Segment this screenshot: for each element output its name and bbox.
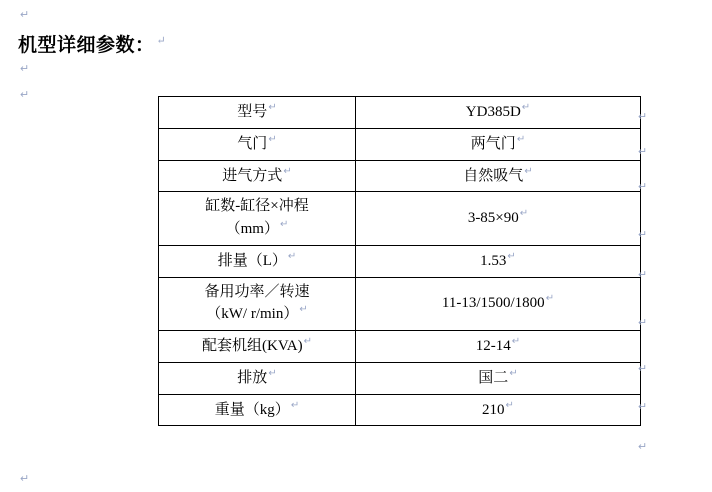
label-text-line2: [161, 303, 353, 326]
paragraph-mark: ↵: [516, 133, 526, 145]
paragraph-mark-margin-1: ↵: [20, 9, 30, 21]
page-title-text: 机型详细参数：: [18, 35, 155, 56]
paragraph-mark: ↵: [279, 219, 289, 230]
paragraph-mark-margin-4: ↵: [20, 473, 30, 485]
row-value-model: [356, 97, 641, 129]
paragraph-mark: ↵: [519, 208, 529, 220]
value-text: 210: [482, 401, 505, 418]
row-label-bore-stroke: [159, 192, 356, 246]
label-text: 备用功率／转速: [204, 283, 310, 300]
label-text: 重量（kg）: [214, 401, 290, 418]
paragraph-mark: ↵: [299, 304, 308, 316]
table-row: [159, 362, 641, 394]
row-value-valves: [356, 128, 641, 160]
paragraph-mark: ↵: [287, 250, 297, 262]
paragraph-mark-right-8: ↵: [638, 401, 648, 413]
label-text: 配套机组(KVA): [202, 338, 303, 354]
row-label-standby-power: [159, 277, 356, 331]
table-row: [159, 192, 641, 246]
row-label-model: [159, 97, 356, 129]
paragraph-mark: ↵: [524, 165, 533, 177]
paragraph-mark: ↵: [521, 102, 531, 113]
row-value-standby-power: [356, 277, 641, 331]
paragraph-mark: ↵: [511, 336, 521, 347]
paragraph-mark: ↵: [290, 399, 300, 411]
paragraph-mark-title: ↵: [156, 34, 167, 47]
row-value-emission: [356, 362, 641, 394]
row-value-intake: [356, 160, 641, 192]
paragraph-mark-right-5: ↵: [638, 269, 648, 281]
label-text: 气门: [237, 135, 268, 152]
page-title: [18, 30, 166, 57]
paragraph-mark: ↵: [268, 102, 277, 113]
value-text: YD385D: [465, 104, 521, 120]
table-row: [159, 245, 641, 277]
paragraph-mark: ↵: [505, 399, 514, 411]
paragraph-mark: ↵: [303, 336, 312, 347]
row-value-displacement: [356, 245, 641, 277]
label-text-line2-value: （mm）: [225, 221, 279, 237]
table-row: [159, 160, 641, 192]
row-label-weight: [159, 394, 356, 426]
row-label-emission: [159, 362, 356, 394]
table-row: [159, 277, 641, 331]
paragraph-mark-margin-3: ↵: [20, 89, 30, 101]
label-text: 排放: [237, 369, 268, 386]
value-text: 12-14: [475, 338, 511, 354]
paragraph-mark-right-4: ↵: [638, 229, 648, 241]
specification-table: [158, 96, 641, 426]
row-label-displacement: [159, 245, 356, 277]
label-text: 型号: [237, 104, 268, 120]
label-text-line2-value: （kW/ r/min）: [206, 306, 299, 323]
value-text: 两气门: [470, 135, 516, 152]
label-text: 进气方式: [222, 167, 283, 184]
paragraph-mark-right-3: ↵: [638, 181, 648, 193]
paragraph-mark-right-9: ↵: [638, 441, 648, 453]
value-text: 3-85×90: [467, 210, 519, 227]
row-value-genset: [356, 331, 641, 363]
paragraph-mark: ↵: [509, 367, 518, 379]
paragraph-mark: ↵: [283, 165, 292, 177]
paragraph-mark: ↵: [545, 293, 555, 305]
paragraph-mark: ↵: [268, 133, 277, 145]
table-row: [159, 128, 641, 160]
label-text: 缸数-缸径×冲程: [205, 198, 309, 215]
paragraph-mark: ↵: [507, 250, 516, 262]
value-text: 自然吸气: [463, 167, 524, 184]
value-text: 国二: [478, 369, 509, 386]
paragraph-mark-margin-2: ↵: [20, 63, 30, 75]
row-value-bore-stroke: [356, 192, 641, 246]
table-row: [159, 331, 641, 363]
label-text: 排量（L）: [217, 252, 287, 269]
paragraph-mark-right-1: ↵: [638, 111, 648, 123]
paragraph-mark: ↵: [268, 367, 277, 379]
row-value-weight: [356, 394, 641, 426]
table-row: [159, 394, 641, 426]
row-label-intake: [159, 160, 356, 192]
table-row: [159, 97, 641, 129]
paragraph-mark-right-7: ↵: [638, 363, 648, 375]
row-label-genset: [159, 331, 356, 363]
paragraph-mark-right-2: ↵: [638, 146, 648, 158]
value-text: 1.53: [480, 252, 507, 269]
row-label-valves: [159, 128, 356, 160]
paragraph-mark-right-6: ↵: [638, 317, 648, 329]
label-text-line2: [161, 218, 353, 241]
value-text: 11-13/1500/1800: [441, 295, 545, 312]
